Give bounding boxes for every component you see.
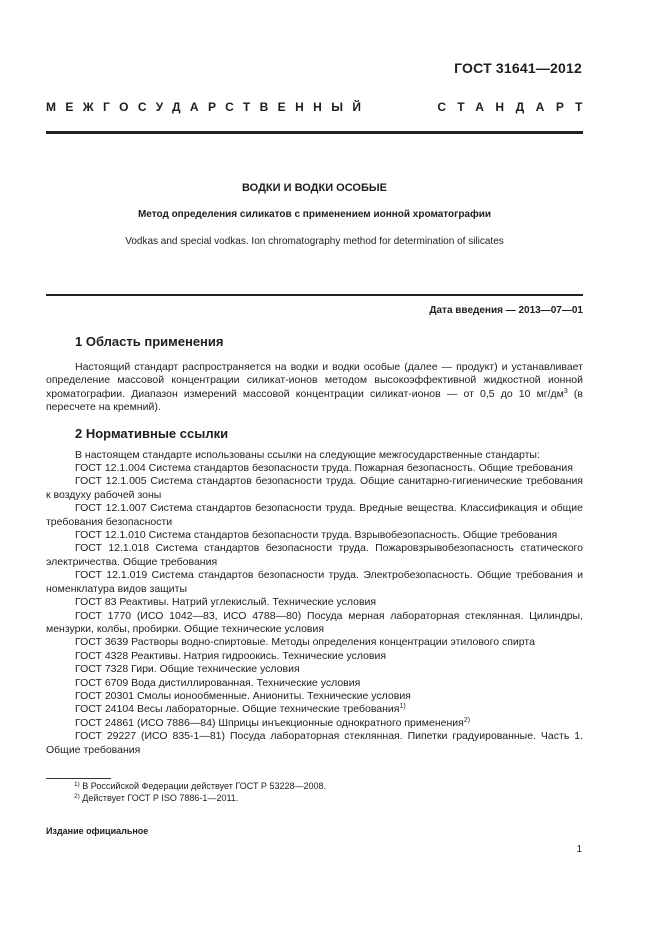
gost-code: ГОСТ 31641—2012 xyxy=(454,60,582,76)
reference-item: ГОСТ 6709 Вода дистиллированная. Технические условия xyxy=(75,676,361,689)
reference-item: ГОСТ 3639 Растворы водно-спиртовые. Методы определения концентрации этилового спирта xyxy=(75,636,535,649)
section-heading: 1 Область применения xyxy=(75,334,224,349)
footnote-mark: 1) xyxy=(399,703,406,711)
reference-list xyxy=(46,462,583,757)
reference-item: ГОСТ 12.1.018 Система стандартов безопасности труда. Пожаровзрывобезопасность статического электричества. Общие требования xyxy=(46,542,583,568)
section-paragraph: В настоящем стандарте использованы ссылки на следующие межгосударственные стандарты: xyxy=(75,448,540,461)
section-heading: 2 Нормативные ссылки xyxy=(75,425,229,441)
footnotes xyxy=(46,780,583,804)
reference-item: ГОСТ 83 Реактивы. Натрий углекислый. Технические условия xyxy=(75,596,377,609)
reference-item: ГОСТ 4328 Реактивы. Натрия гидроокись. Технические условия xyxy=(75,649,387,662)
document-subtitle: Метод определения силикатов с применением ионной хроматографии xyxy=(137,209,492,220)
introduction-date: Дата введения — 2013—07—01 xyxy=(429,305,583,316)
title-rule xyxy=(46,294,583,296)
interstate-word: МЕЖГОСУДАРСТВЕННЫЙ xyxy=(46,100,371,114)
footnote-rule xyxy=(46,778,111,779)
document-title: ВОДКИ И ВОДКИ ОСОБЫЕ xyxy=(242,182,387,194)
reference-item: ГОСТ 12.1.005 Система стандартов безопасности труда. Общие санитарно-гигиенические требования к воздуху рабочей зоны xyxy=(46,475,583,501)
footnote-mark: 2) xyxy=(463,716,471,724)
reference-item: ГОСТ 1770 (ИСО 1042—83, ИСО 4788—80) Посуда мерная лабораторная стеклянная. Цилиндры, мензурки, колбы, пробирки. Общие технические условия xyxy=(46,609,583,635)
reference-item: ГОСТ 12.1.004 Система стандартов безопасности труда. Пожарная безопасность. Общие требования xyxy=(75,462,573,475)
reference-item: ГОСТ 24104 Весы лабораторные. Общие технические требования$^{1)}$ xyxy=(75,703,406,716)
reference-item: ГОСТ 20301 Смолы ионообменные. Аниониты. Технические условия xyxy=(75,689,411,702)
document-english-title: Vodkas and special vodkas. Ion chromatography method for determination of silicates xyxy=(125,236,504,247)
standard-word: СТАНДАРТ xyxy=(437,100,594,114)
section-paragraph: Настоящий стандарт распространяется на водки и водки особые (далее — продукт) и устанавливает определение массовой концентрации силикат-ионов методом высокоэффективной жидкостной ионной хроматографии. Диапазон измерений массовой концентрации силикат-ионов — от 0,5 до 10 $мг/дм^3$ (в пересчете на кремний). xyxy=(46,361,583,414)
reference-item: ГОСТ 7328 Гири. Общие технические условия xyxy=(75,663,300,676)
reference-item: ГОСТ 29227 (ИСО 835-1—81) Посуда лабораторная стеклянная. Пипетки градуированные. Часть 1. Общие требования xyxy=(46,730,583,756)
reference-item: ГОСТ 24861 (ИСО 7886—84) Шприцы инъекционные однократного применения$^{2)}$ xyxy=(75,716,471,729)
section-references xyxy=(46,425,583,757)
interstate-standard-banner xyxy=(46,100,594,114)
footnote-item: $^{1)}$ В Российской Федерации действует ГОСТ Р 53228—2008. xyxy=(74,781,326,791)
reference-item: ГОСТ 12.1.007 Система стандартов безопасности труда. Вредные вещества. Классификация и общие требования безопасности xyxy=(46,502,583,528)
reference-item: ГОСТ 12.1.019 Система стандартов безопасности труда. Электробезопасность. Общие требования и номенклатура видов защиты xyxy=(46,569,583,595)
edition-label: Издание официальное xyxy=(46,826,149,836)
page-number: 1 xyxy=(576,844,582,855)
header-rule xyxy=(46,131,583,134)
document-body xyxy=(46,333,583,757)
section-scope xyxy=(46,333,583,415)
reference-item: ГОСТ 12.1.010 Система стандартов безопасности труда. Взрывобезопасность. Общие требования xyxy=(75,529,558,542)
footnote-item: $^{2)}$ Действует ГОСТ Р ISO 7886-1—2011. xyxy=(74,793,239,803)
